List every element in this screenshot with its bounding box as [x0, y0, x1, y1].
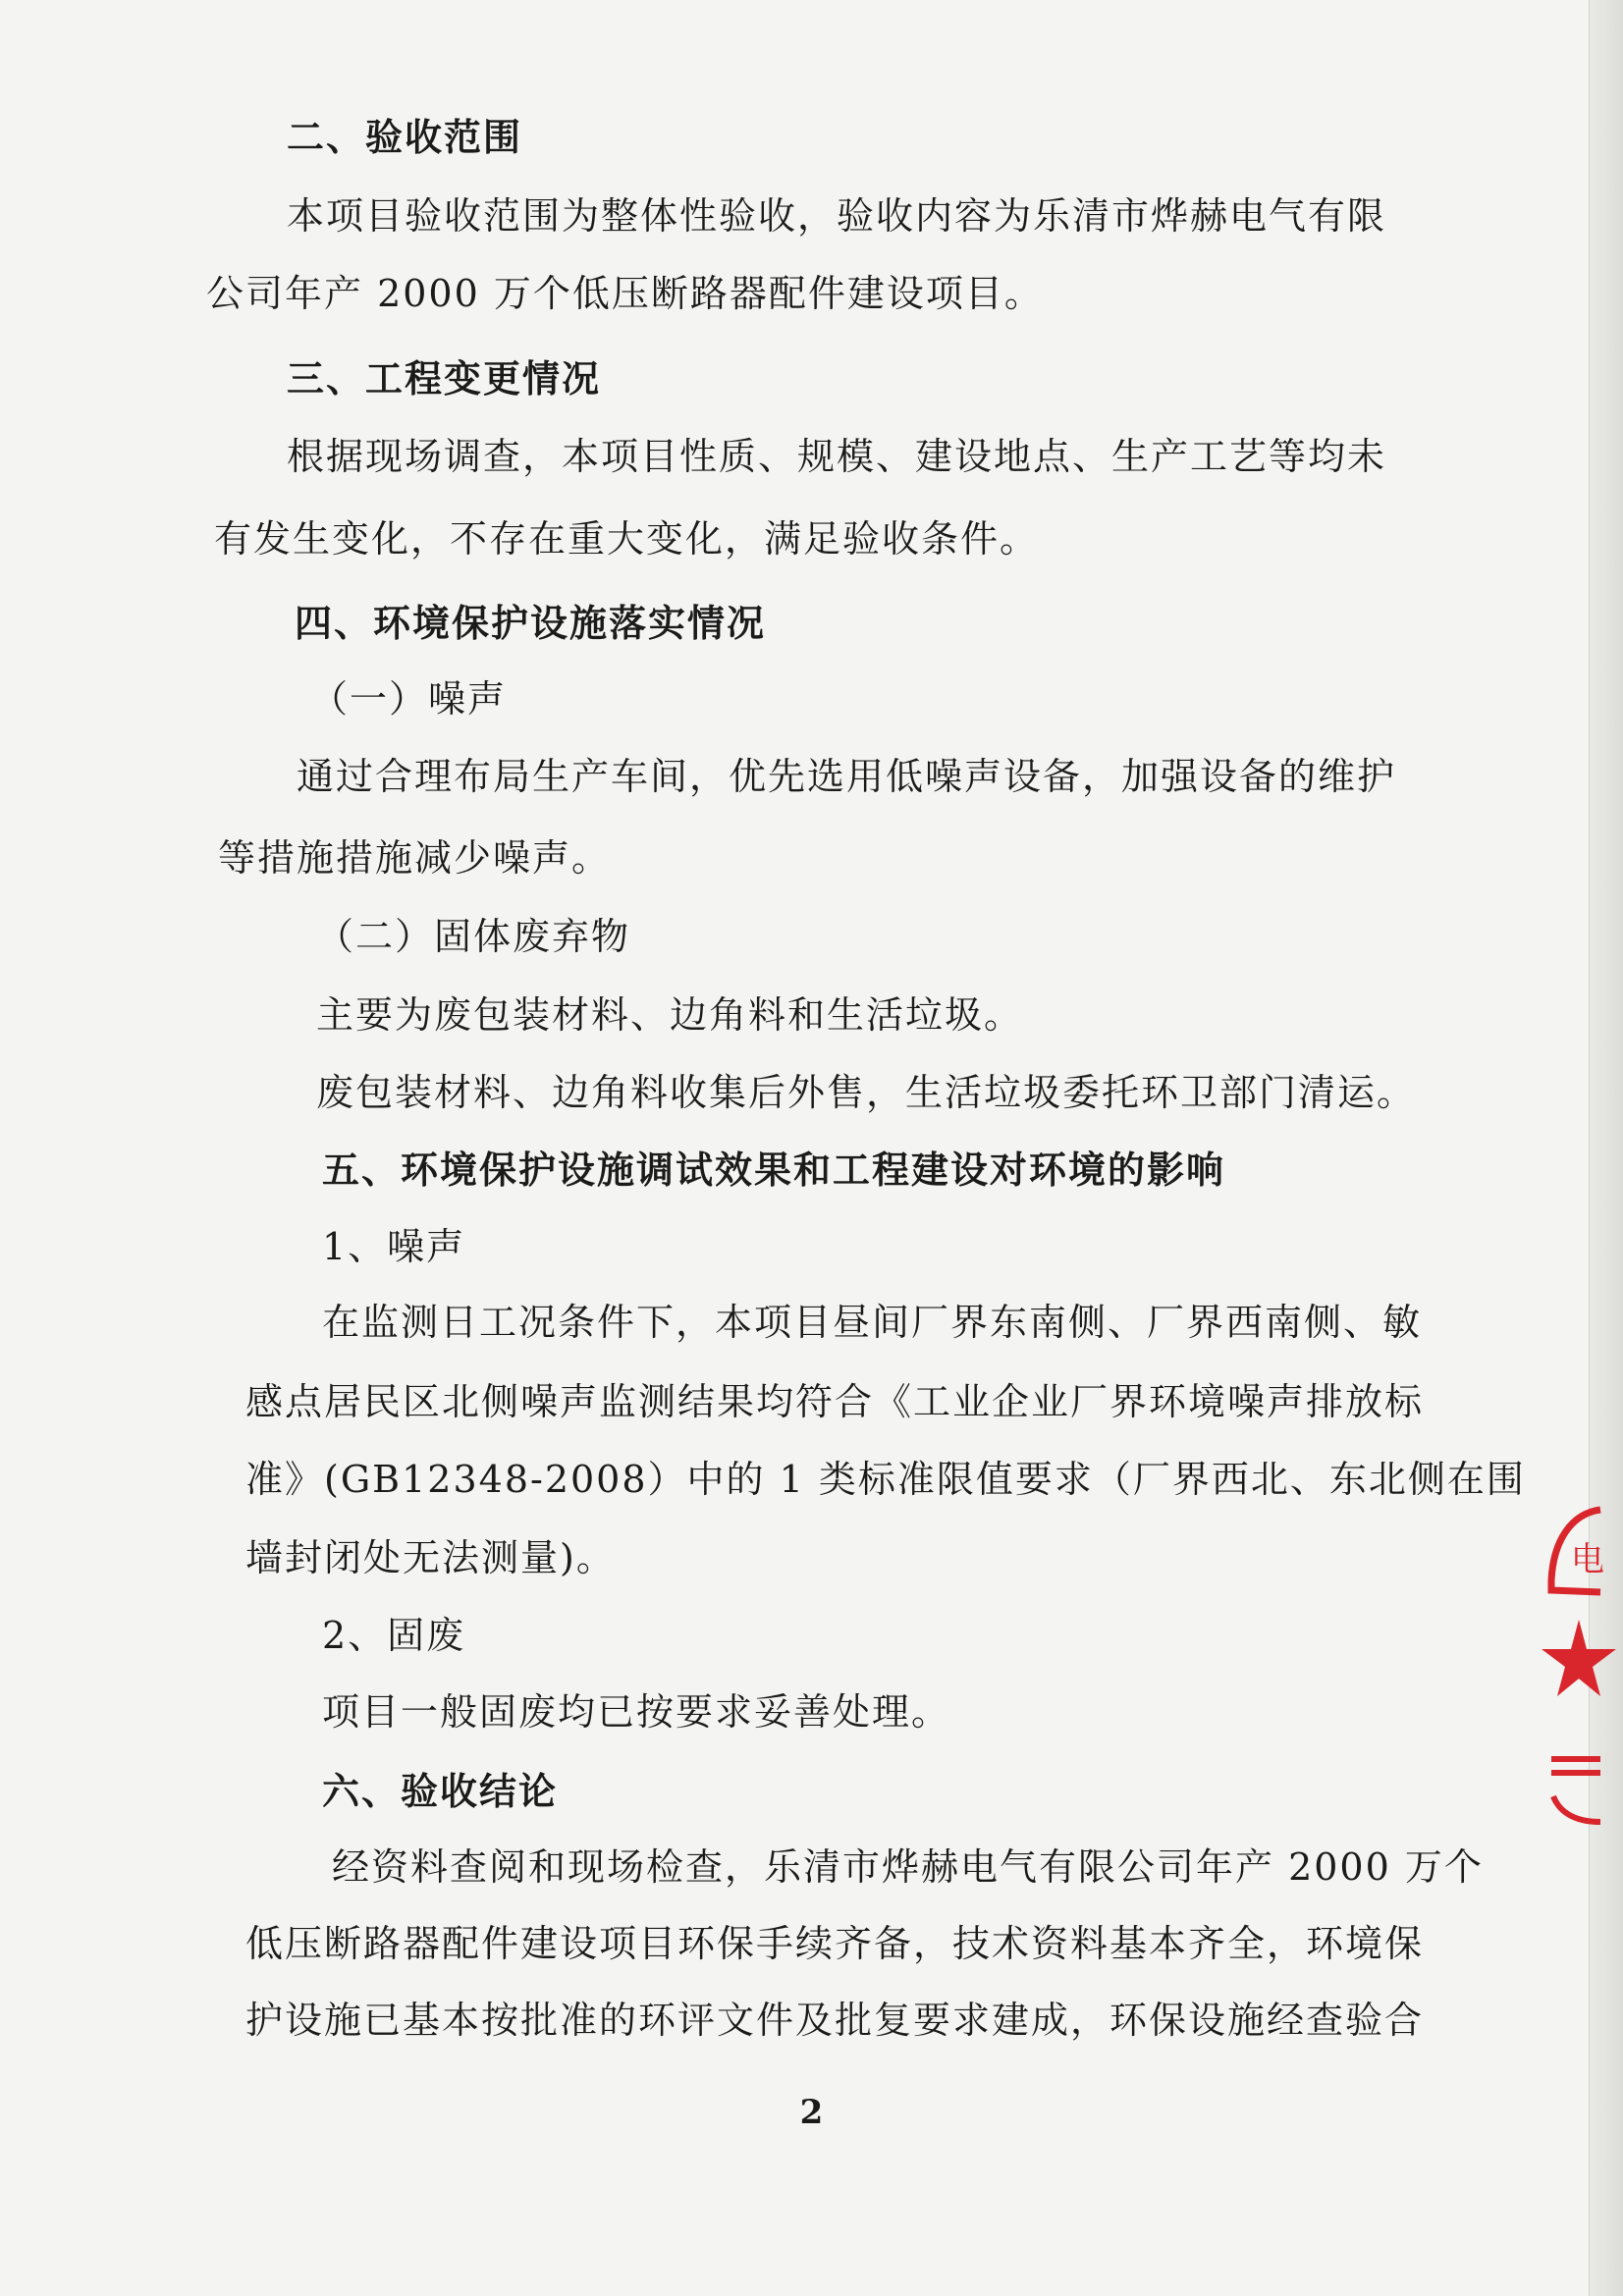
paragraph-line: 在监测日工况条件下，本项目昼间厂界东南侧、厂界西南侧、敏 [322, 1301, 1423, 1344]
paragraph-line: 主要为废包装材料、边角料和生活垃圾。 [316, 993, 1024, 1037]
seal-ring-arc-lower [1553, 1796, 1600, 1822]
paragraph-line: 通过合理布局生产车间，优先选用低噪声设备，加强设备的维护 [297, 755, 1397, 798]
paragraph-line: 等措施措施减少噪声。 [218, 836, 612, 880]
paragraph-line: 感点居民区北侧噪声监测结果均符合《工业企业厂界环境噪声排放标 [245, 1380, 1425, 1423]
section-heading: 四、环境保护设施落实情况 [295, 601, 767, 645]
subsection-heading: （一）噪声 [310, 677, 508, 721]
paragraph-line: 本项目验收范围为整体性验收，验收内容为乐清市烨赫电气有限 [287, 194, 1387, 238]
section-heading: 六、验收结论 [322, 1769, 559, 1813]
paragraph-line: 公司年产 2000 万个低压断路器配件建设项目。 [206, 272, 1044, 315]
paragraph-line: 有发生变化，不存在重大变化，满足验收条件。 [214, 517, 1040, 561]
subsection-heading: 1、噪声 [322, 1225, 466, 1268]
section-heading: 三、工程变更情况 [287, 356, 602, 400]
section-heading: 五、环境保护设施调试效果和工程建设对环境的影响 [322, 1148, 1226, 1192]
paragraph-line: 护设施已基本按批准的环评文件及批复要求建成，环保设施经查验合 [245, 1999, 1425, 2042]
paragraph-line: 墙封闭处无法测量)。 [245, 1536, 616, 1579]
seal-stamp [1532, 1502, 1604, 1826]
paragraph-line: 废包装材料、边角料收集后外售，生活垃圾委托环卫部门清运。 [316, 1071, 1417, 1114]
paragraph-line: 经资料查阅和现场检查，乐清市烨赫电气有限公司年产 2000 万个 [332, 1845, 1484, 1889]
subsection-heading: 2、固废 [322, 1614, 466, 1657]
seal-character: 电 [1571, 1541, 1604, 1578]
paragraph-line: 项目一般固废均已按要求妥善处理。 [322, 1690, 951, 1734]
paragraph-line: 低压断路器配件建设项目环保手续齐备，技术资料基本齐全，环境保 [245, 1922, 1425, 1965]
section-heading: 二、验收范围 [287, 115, 523, 159]
page-number: 2 [799, 2093, 824, 2132]
seal-text-band [1551, 1759, 1600, 1773]
paragraph-line: 准》(GB12348-2008）中的 1 类标准限值要求（厂界西北、东北侧在围 [245, 1458, 1526, 1501]
paragraph-line: 根据现场调查，本项目性质、规模、建设地点、生产工艺等均未 [287, 435, 1387, 478]
page-edge [1589, 0, 1623, 2296]
subsection-heading: （二）固体废弃物 [316, 915, 631, 958]
